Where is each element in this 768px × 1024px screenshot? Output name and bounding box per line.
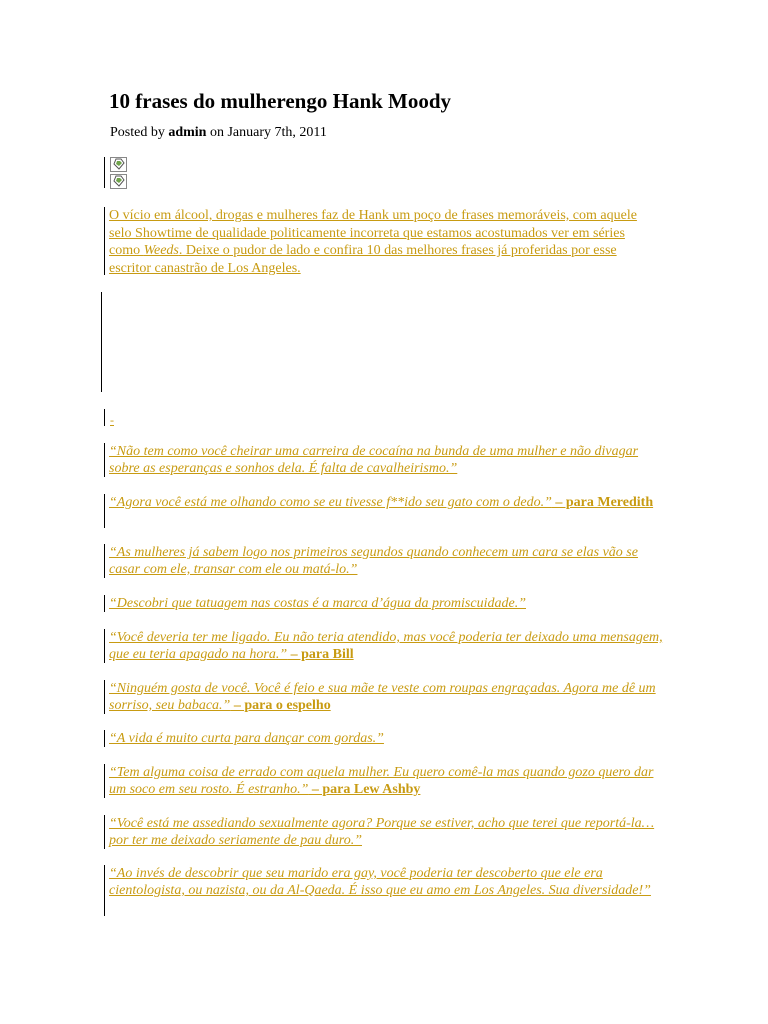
quote-item[interactable]	[109, 494, 664, 511]
post-meta	[110, 124, 327, 142]
embed-rule	[101, 292, 102, 392]
broken-images	[110, 157, 127, 191]
quote-rule	[104, 494, 105, 528]
quote-rule	[104, 680, 105, 714]
quote-recipient: – para Bill	[287, 647, 354, 662]
broken-image-icon[interactable]	[110, 157, 127, 172]
quote-text: “Agora você está me olhando como se eu tivesse f**ido seu gato com o dedo.”	[109, 495, 552, 510]
post-date: on January 7th, 2011	[209, 125, 327, 140]
quote-text: “Tem alguma coisa de errado com aquela mulher. Eu quero comê-la mas quando gozo quero dar um soco em seu rosto. É estranho.”	[109, 765, 654, 797]
quote-rule	[104, 443, 105, 477]
article-title[interactable]: 10 frases do mulherengo Hank Moody	[109, 89, 452, 113]
intro-text: . Deixe o pudor de lado e confira 10 das melhores frases já proferidas por esse escritor canastrão de Los Angeles.	[109, 243, 617, 276]
quote-text: “Não tem como você cheirar uma carreira de cocaína na bunda de uma mulher e não divagar sobre as esperanças e sonhos dela. É falta de cavalheirismo.”	[109, 444, 639, 476]
quote-text: “Descobri que tatuagem nas costas é a marca d’água da promiscuidade.”	[109, 596, 526, 611]
intro-emphasis: Weeds	[143, 243, 179, 258]
quote-rule	[104, 544, 105, 578]
quote-recipient: – para Meredith	[551, 495, 654, 510]
quote-rule	[104, 730, 105, 747]
quote-item[interactable]	[109, 443, 664, 477]
quote-item[interactable]	[109, 865, 664, 899]
quote-rule	[104, 764, 105, 798]
quote-text: “As mulheres já sabem logo nos primeiros segundos quando conhecem um cara se elas vão se casar com ele, transar com ele ou matá-lo.”	[109, 545, 638, 577]
intro-text: O vício em álcool, drogas e mulheres faz de Hank um poço de frases memoráveis, com aquele selo Showtime de qualidade politicamente incorreta que estamos acostumados ver em séries como	[109, 208, 637, 258]
intro-paragraph[interactable]	[109, 207, 659, 277]
quote-text: “Ao invés de descobrir que seu marido era gay, você poderia ter descoberto que ele era cientologista, ou nazista, ou da Al-Qaeda. É isso que eu amo em Los Angeles. Sua diversidade!”	[109, 866, 651, 898]
quote-text: “A vida é muito curta para dançar com gordas.”	[109, 731, 384, 746]
quote-item[interactable]	[109, 629, 664, 663]
broken-image-icon[interactable]	[110, 174, 127, 189]
quote-item[interactable]	[109, 595, 664, 612]
quote-text: “Ninguém gosta de você. Você é feio e sua mãe te veste com roupas engraçadas. Agora me dê um sorriso, seu babaca.”	[109, 681, 656, 713]
quote-item[interactable]	[109, 680, 664, 714]
quote-rule	[104, 865, 105, 916]
quote-item[interactable]	[109, 544, 664, 578]
quote-item[interactable]	[109, 815, 664, 849]
quote-item[interactable]	[109, 764, 664, 798]
author-link[interactable]: admin	[168, 125, 207, 140]
quote-text: “Você está me assediando sexualmente agora? Porque se estiver, acho que terei que reportá-la… por ter me deixado seriamente de pau duro.”	[109, 816, 655, 848]
quote-rule	[104, 629, 105, 663]
quote-recipient: – para Lew Ashby	[308, 782, 421, 797]
quote-rule	[104, 409, 105, 426]
quote-rule	[104, 595, 105, 612]
separator-dash[interactable]: -	[110, 413, 114, 427]
quote-rule	[104, 207, 105, 275]
quote-recipient: – para o espelho	[230, 698, 331, 713]
quote-rule	[104, 157, 105, 188]
quote-text: “Você deveria ter me ligado. Eu não teria atendido, mas você poderia ter deixado uma mensagem, que eu teria apagado na hora.”	[109, 630, 663, 662]
quote-item[interactable]	[109, 730, 664, 747]
posted-by-label: Posted by	[110, 125, 165, 140]
quote-rule	[104, 815, 105, 849]
